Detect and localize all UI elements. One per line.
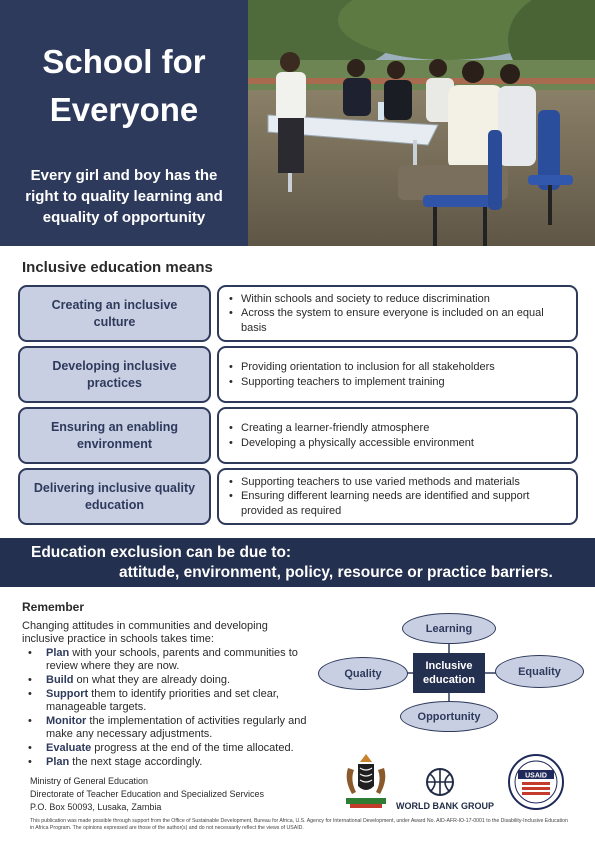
zambia-coat-of-arms-icon [338, 754, 394, 810]
diagram-node-bottom: Opportunity [400, 701, 498, 732]
inclusive-row [18, 407, 578, 464]
remember-item [22, 688, 312, 714]
row-label: Ensuring an enabling environment [18, 407, 211, 464]
diagram-center-line: Inclusive [425, 660, 473, 672]
inclusive-row [18, 285, 578, 342]
address-line: Ministry of General Education [30, 776, 149, 786]
diagram-node-left: Quality [318, 657, 408, 690]
hero-subtitle [0, 165, 248, 228]
diagram-node-right: Equality [495, 655, 584, 688]
usaid-logo [509, 755, 563, 809]
address-line: Directorate of Teacher Education and Specialized Services [30, 789, 264, 799]
hero-subtitle-line: Every girl and boy has the [30, 167, 218, 184]
remember-verb: Plan [46, 647, 70, 659]
hero-photo [248, 0, 595, 246]
remember-verb: Support [46, 688, 89, 700]
remember-item [22, 742, 312, 755]
banner-line-2: attitude, environment, policy, resource or practice barriers. [119, 564, 553, 581]
remember-title: Remember [22, 600, 85, 614]
row-details [217, 468, 578, 525]
row-label: Developing inclusive practices [18, 346, 211, 403]
diagram-center [413, 653, 485, 693]
row-details [217, 285, 578, 342]
remember-item [22, 674, 312, 687]
row-bullet: • Developing a physically accessible environment [229, 436, 566, 451]
funding-disclaimer: This publication was made possible through support from the Office of Sustainable Development, Bureau for Africa, U.S. Agency for International Development, under Award No. AID-AFR-IO-17-0001 to the Disability-Inclusive Education in Africa Program. The opinions expressed are those of the author(s) and do not necessarily reflect the views of USAID. [30, 818, 568, 831]
usaid-text: USAID [525, 772, 547, 780]
remember-item [22, 715, 312, 741]
remember-text: them to identify priorities and set clear, manageable targets. [46, 688, 279, 713]
row-label: Delivering inclusive quality education [18, 468, 211, 525]
partner-logos [338, 752, 588, 814]
inclusive-row [18, 468, 578, 525]
banner-line-1: Education exclusion can be due to: [31, 544, 292, 561]
inclusion-diagram [318, 610, 588, 735]
diagram-node-top: Learning [402, 613, 496, 644]
remember-text: the implementation of activities regularly and make any necessary adjustments. [46, 715, 307, 740]
inclusive-title: Inclusive education means [22, 259, 213, 276]
hero-subtitle-line: equality of opportunity [42, 209, 206, 226]
row-bullet: • Supporting teachers to implement training [229, 375, 566, 390]
remember-list [22, 647, 312, 770]
row-bullet: • Ensuring different learning needs are identified and support provided as required [229, 489, 566, 518]
remember-item [22, 647, 312, 673]
hero-title-line: School for [42, 43, 206, 80]
ministry-address [30, 775, 264, 814]
row-label: Creating an inclusive culture [18, 285, 211, 342]
remember-verb: Monitor [46, 715, 87, 727]
row-bullet: • Within schools and society to reduce discrimination [229, 292, 566, 307]
row-bullet: • Across the system to ensure everyone is included on an equal basis [229, 306, 566, 335]
remember-text: on what they are already doing. [73, 674, 231, 686]
diagram-center-line: education [423, 674, 475, 686]
row-bullet: • Creating a learner-friendly atmosphere [229, 421, 566, 436]
remember-verb: Plan [46, 756, 70, 768]
world-bank-text: WORLD BANK GROUP [396, 801, 494, 811]
remember-text: the next stage accordingly. [69, 756, 203, 768]
remember-text: with your schools, parents and communities to review where they are now. [46, 647, 298, 672]
remember-verb: Evaluate [46, 742, 92, 754]
row-bullet: • Providing orientation to inclusion for all stakeholders [229, 360, 566, 375]
inclusive-row [18, 346, 578, 403]
hero-title [0, 38, 248, 134]
row-bullet: • Supporting teachers to use varied methods and materials [229, 475, 566, 490]
hero-subtitle-line: right to quality learning and [25, 188, 223, 205]
address-line: P.O. Box 50093, Lusaka, Zambia [30, 802, 162, 812]
remember-intro: Changing attitudes in communities and developing inclusive practice in schools takes time: [22, 620, 268, 645]
hero-title-line: Everyone [49, 91, 199, 128]
exclusion-banner [0, 538, 595, 587]
hero [0, 0, 595, 246]
remember-item [22, 756, 312, 769]
remember-text: progress at the end of the time allocated. [91, 742, 294, 754]
remember-verb: Build [46, 674, 74, 686]
world-bank-logo [396, 769, 494, 811]
row-details [217, 407, 578, 464]
row-details [217, 346, 578, 403]
